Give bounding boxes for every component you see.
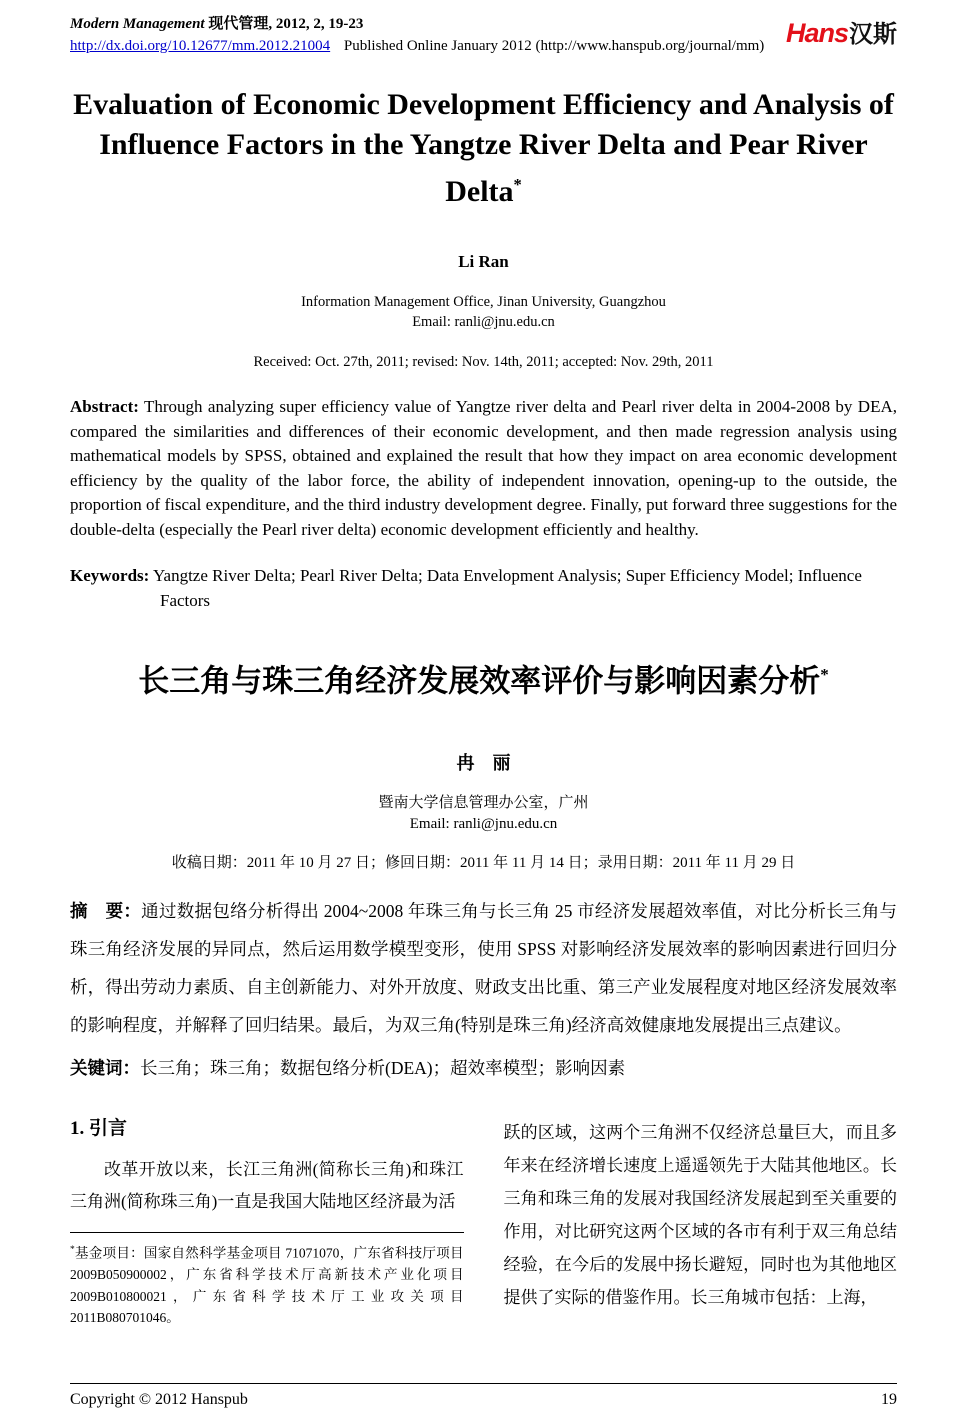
- hanspub-logo-hanzi: 汉斯: [849, 21, 897, 48]
- footnote-text: 基金项目：国家自然科学基金项目 71071070，广东省科技厅项目 2009B050900002，广东省科学技术厅高新技术产业化项目 2009B010800021，广东省科学技术厅工业攻关项目 2011B080701046。: [70, 1245, 464, 1326]
- body-columns: [70, 1116, 897, 1329]
- received-dates-en: Received: Oct. 27th, 2011; revised: Nov. 14th, 2011; accepted: Nov. 29th, 2011: [253, 354, 714, 370]
- page-footer: [70, 1383, 897, 1409]
- keywords-cn: [70, 1054, 897, 1082]
- keywords-label-cn: 关键词：: [70, 1058, 140, 1079]
- abstract-en: [70, 395, 897, 542]
- continuation-paragraph: 跃的区域，这两个三角洲不仅经济总量巨大，而且多年来在经济增长速度上遥遥领先于大陆其他地区。长三角和珠三角的发展对我国经济发展起到至关重要的作用，对比研究这两个区域的各市有利于双三角总结经验，在今后的发展中扬长避短，同时也为其他地区提供了实际的借鉴作用。长三角城市包括：上海，: [503, 1123, 897, 1308]
- doi-link[interactable]: http://dx.doi.org/10.12677/mm.2012.21004: [70, 38, 331, 54]
- page-number: 19: [881, 1391, 897, 1408]
- copyright-notice: Copyright © 2012 Hanspub: [70, 1391, 248, 1408]
- author-name-cn: 冉 丽: [456, 753, 511, 774]
- affiliation-block-en: [70, 292, 897, 332]
- keywords-en: [70, 564, 897, 613]
- abstract-label-en: Abstract:: [70, 397, 139, 416]
- funding-footnote: [70, 1232, 464, 1329]
- hanspub-logo: [786, 14, 897, 49]
- keywords-label-en: Keywords:: [70, 566, 150, 585]
- page-header: [70, 12, 897, 55]
- affiliation-en: Information Management Office, Jinan University, Guangzhou: [301, 294, 666, 310]
- intro-paragraph: 改革开放以来，长江三角洲(简称长三角)和珠江三角洲(简称珠三角)一直是我国大陆地区经济最为活: [70, 1160, 464, 1212]
- author-email-en: Email: ranli@jnu.edu.cn: [412, 314, 555, 330]
- title-footnote-marker-en: *: [513, 175, 522, 194]
- paper-title-en: [70, 85, 897, 212]
- author-email-cn: Email: ranli@jnu.edu.cn: [409, 816, 558, 833]
- published-online-info: Published Online January 2012 (http://www.hanspub.org/journal/mm): [343, 38, 765, 54]
- affiliation-block-cn: [70, 793, 897, 835]
- received-dates-cn: 收稿日期：2011 年 10 月 27 日；修回日期：2011 年 11 月 14 日；录用日期：2011 年 11 月 29 日: [171, 855, 796, 872]
- abstract-text-en: Through analyzing super efficiency value of Yangtze river delta and Pearl river delta in 2004-2008 by DEA, compared the similarities and differences of their economic development, and then made regression analysis using mathematical models by SPSS, obtained and explained the result that how they impact on area economic development efficiency by the quality of the labor force, the ability of independent innovation, opening-up to the outside, the proportion of fiscal expenditure, and the third industry development degree. Finally, put forward three suggestions for the double-delta (especially the Pearl river delta) economic development efficiently and healthy.: [70, 397, 897, 539]
- footnote-marker: *: [70, 1245, 75, 1256]
- paper-title-cn: [70, 653, 897, 703]
- doi-line: [70, 38, 764, 55]
- left-column: [70, 1116, 464, 1329]
- keywords-text-cn: 长三角；珠三角；数据包络分析(DEA)；超效率模型；影响因素: [140, 1058, 626, 1079]
- affiliation-cn: 暨南大学信息管理办公室，广州: [378, 795, 589, 812]
- paper-title-cn-text: 长三角与珠三角经济发展效率评价与影响因素分析: [138, 663, 821, 699]
- title-footnote-marker-cn: *: [820, 665, 829, 684]
- hanspub-logo-hans: Hans: [785, 18, 848, 48]
- abstract-cn: [70, 892, 897, 1044]
- keywords-text-en: Yangtze River Delta; Pearl River Delta; Data Envelopment Analysis; Super Efficiency Model; Influence Factors: [152, 566, 862, 610]
- journal-name: Modern Management: [70, 16, 205, 32]
- section-1-heading: 1. 引言: [70, 1118, 128, 1140]
- paper-title-en-text: Evaluation of Economic Development Efficiency and Analysis of Influence Factors in the Yangtze River Delta and Pear River Delta: [73, 88, 894, 208]
- right-column: [504, 1116, 898, 1329]
- journal-info: [70, 12, 764, 55]
- abstract-text-cn: 通过数据包络分析得出 2004~2008 年珠三角与长三角 25 市经济发展超效率值，对比分析长三角与珠三角经济发展的异同点，然后运用数学模型变形，使用 SPSS 对影响经济发展效率的影响因素进行回归分析，得出劳动力素质、自主创新能力、对外开放度、财政支出比重、第三产业发展程度对地区经济发展效率的影响程度，并解释了回归结果。最后，为双三角(特别是珠三角)经济高效健康地发展提出三点建议。: [70, 901, 898, 1036]
- journal-issue-info: 现代管理, 2012, 2, 19-23: [208, 16, 364, 32]
- author-name-en: Li Ran: [458, 252, 509, 271]
- abstract-label-cn: 摘 要：: [70, 901, 142, 922]
- journal-citation: [70, 12, 764, 33]
